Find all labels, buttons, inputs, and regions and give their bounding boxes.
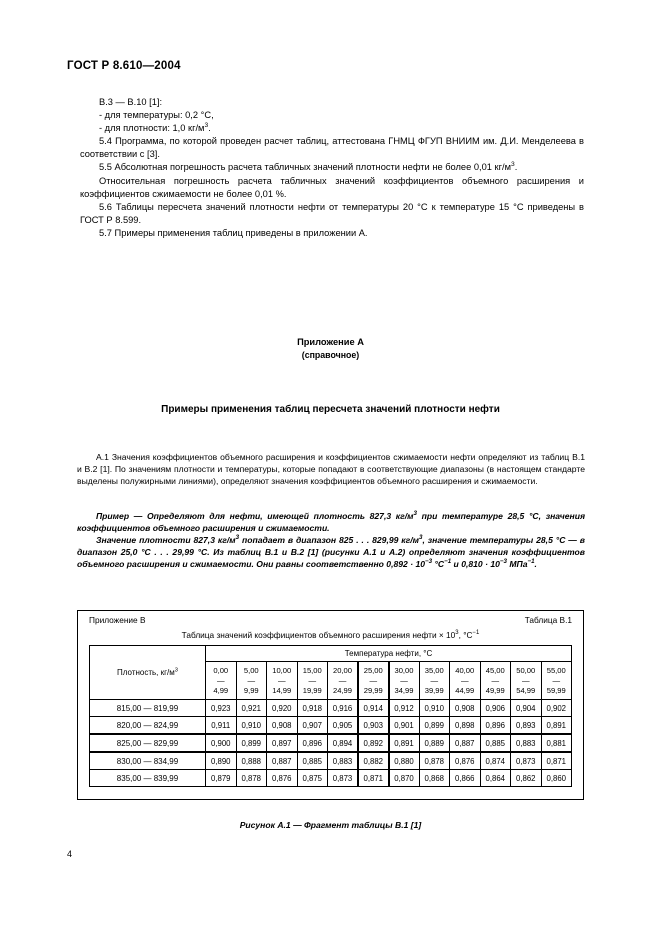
table-cell-coefficient: 0,860 xyxy=(541,770,572,787)
clause-a1-block xyxy=(77,452,585,488)
bullet-density: - для плотности: 1,0 $кг/м^3$. xyxy=(99,122,211,134)
figure-topline xyxy=(78,611,583,629)
table-cell-coefficient: 0,908 xyxy=(450,700,481,717)
table-cell-coefficient: 0,888 xyxy=(236,752,267,770)
table-cell-coefficient: 0,873 xyxy=(328,770,359,787)
example-block xyxy=(77,511,585,571)
table-cell-coefficient: 0,887 xyxy=(450,734,481,752)
clause-5-6: 5.6 Таблицы пересчета значений плотности нефти от температуры 20 °C к температуре 15 °C приведены в ГОСТ Р 8.599. xyxy=(80,201,584,225)
body-text-column xyxy=(80,96,584,240)
example-statement: Пример — Определяют для нефти, имеющей плотность 827,3 $кг/м^3$ при температуре 28,5 °C, значения коэффициентов объемного расширения и сжимаемости. xyxy=(77,510,586,533)
table-cell-coefficient: 0,891 xyxy=(389,734,420,752)
column-header-range: 0,00 — 4,99 xyxy=(206,662,237,700)
table-cell-coefficient: 0,901 xyxy=(389,717,420,735)
figure-table-number: Таблица В.1 xyxy=(524,615,572,625)
table-cell-coefficient: 0,880 xyxy=(389,752,420,770)
table-cell-coefficient: 0,906 xyxy=(480,700,511,717)
table-cell-coefficient: 0,910 xyxy=(236,717,267,735)
figure-caption: Таблица значений коэффициентов объемного расширения нефти × $10^3$, $^\circ C^{-1}$ xyxy=(181,630,480,640)
table-cell-coefficient: 0,871 xyxy=(541,752,572,770)
column-header-density: Плотность, $кг/м^3$ xyxy=(90,646,206,700)
table-cell-coefficient: 0,876 xyxy=(267,770,298,787)
table-cell-coefficient: 0,897 xyxy=(267,734,298,752)
table-cell-coefficient: 0,873 xyxy=(511,752,542,770)
clause-5-4: 5.4 Программа, по которой проведен расчет таблиц, аттестована ГНМЦ ФГУП ВНИИМ им. Д.И. Менделеева в соответствии с [3]. xyxy=(80,136,584,160)
table-cell-coefficient: 0,923 xyxy=(206,700,237,717)
appendix-section-title: Примеры применения таблиц пересчета значений плотности нефти xyxy=(161,404,500,415)
table-cell-coefficient: 0,889 xyxy=(419,734,450,752)
table-head-row-1 xyxy=(90,646,572,662)
column-header-range: 50,00 — 54,99 xyxy=(511,662,542,700)
table-cell-coefficient: 0,892 xyxy=(358,734,389,752)
table-cell-coefficient: 0,864 xyxy=(480,770,511,787)
table-cell-coefficient: 0,885 xyxy=(297,752,328,770)
table-cell-coefficient: 0,870 xyxy=(389,770,420,787)
table-row xyxy=(90,734,572,752)
column-header-range: 20,00 — 24,99 xyxy=(328,662,359,700)
density-coefficient-table xyxy=(89,645,572,787)
column-header-temperature: Температура нефти, °C xyxy=(206,646,572,662)
table-cell-coefficient: 0,890 xyxy=(206,752,237,770)
table-cell-coefficient: 0,893 xyxy=(511,717,542,735)
row-header-density-range: 815,00 — 819,99 xyxy=(90,700,206,717)
table-row xyxy=(90,717,572,735)
running-head: ГОСТ Р 8.610—2004 xyxy=(67,60,181,72)
table-cell-coefficient: 0,898 xyxy=(450,717,481,735)
table-cell-coefficient: 0,916 xyxy=(328,700,359,717)
row-header-density-range: 825,00 — 829,99 xyxy=(90,734,206,752)
table-cell-coefficient: 0,878 xyxy=(236,770,267,787)
table-cell-coefficient: 0,912 xyxy=(389,700,420,717)
column-header-range: 15,00 — 19,99 xyxy=(297,662,328,700)
clause-5-5-absolute: 5.5 Абсолютная погрешность расчета табличных значений плотности нефти не более 0,01 $кг/м^3$. xyxy=(99,161,518,173)
column-header-range: 45,00 — 49,99 xyxy=(480,662,511,700)
column-header-range: 10,00 — 14,99 xyxy=(267,662,298,700)
table-head xyxy=(90,646,572,700)
table-row xyxy=(90,752,572,770)
clause-a1: А.1 Значения коэффициентов объемного расширения и коэффициентов сжимаемости нефти определяют из таблиц В.1 и В.2 [1]. По значениям плотности и температуры, которые попадают в соответствующие диапазоны (в настоящем стандарте выделены полужирными линиями), определяют значения коэффициентов объемного расширения и сжимаемости. xyxy=(77,452,585,486)
table-cell-coefficient: 0,891 xyxy=(541,717,572,735)
table-cell-coefficient: 0,896 xyxy=(480,717,511,735)
appendix-subtitle: (справочное) xyxy=(301,350,360,360)
table-cell-coefficient: 0,899 xyxy=(419,717,450,735)
table-cell-coefficient: 0,866 xyxy=(450,770,481,787)
figure-label: Рисунок А.1 — Фрагмент таблицы В.1 [1] xyxy=(239,820,422,830)
table-row xyxy=(90,700,572,717)
table-cell-coefficient: 0,871 xyxy=(358,770,389,787)
reference-line: В.3 — В.10 [1]: xyxy=(99,97,163,107)
column-header-range: 5,00 — 9,99 xyxy=(236,662,267,700)
table-cell-coefficient: 0,876 xyxy=(450,752,481,770)
table-cell-coefficient: 0,899 xyxy=(236,734,267,752)
table-cell-coefficient: 0,900 xyxy=(206,734,237,752)
table-cell-coefficient: 0,902 xyxy=(541,700,572,717)
table-cell-coefficient: 0,903 xyxy=(358,717,389,735)
example-solution: Значение плотности 827,3 $кг/м^3$ попадает в диапазон 825 . . . 829,99 $кг/м^3$, значение температуры 28,5 °C — в диапазон 25,0 °C . . . 29,99 °C. Из таблиц В.1 и В.2 [1] (рисунки А.1 и А.2) определяют значения коэффициентов объемного расширения и сжимаемости. Они равны соответственно $0,892 \cdot 10^{-3}$ $^\circ C^{-1}$ и $0,810 \cdot 10^{-3}$ МПа$^{-1}$. xyxy=(77,533,585,569)
page-number: 4 xyxy=(67,849,73,859)
figure-appendix-label: Приложение В xyxy=(89,615,146,625)
table-cell-coefficient: 0,879 xyxy=(206,770,237,787)
clause-5-5-relative: Относительная погрешность расчета табличных значений коэффициентов объемного расширения и коэффициентов сжимаемости не более 0,01 %. xyxy=(80,175,584,199)
row-header-density-range: 835,00 — 839,99 xyxy=(90,770,206,787)
table-cell-coefficient: 0,885 xyxy=(480,734,511,752)
column-header-range: 30,00 — 34,99 xyxy=(389,662,420,700)
table-cell-coefficient: 0,908 xyxy=(267,717,298,735)
bullet-temperature: - для температуры: 0,2 °C, xyxy=(99,110,214,121)
table-cell-coefficient: 0,918 xyxy=(297,700,328,717)
table-cell-coefficient: 0,907 xyxy=(297,717,328,735)
row-header-density-range: 820,00 — 824,99 xyxy=(90,717,206,735)
table-cell-coefficient: 0,868 xyxy=(419,770,450,787)
table-cell-coefficient: 0,887 xyxy=(267,752,298,770)
table-cell-coefficient: 0,882 xyxy=(358,752,389,770)
table-cell-coefficient: 0,881 xyxy=(541,734,572,752)
table-cell-coefficient: 0,862 xyxy=(511,770,542,787)
table-cell-coefficient: 0,875 xyxy=(297,770,328,787)
column-header-range: 25,00 — 29,99 xyxy=(358,662,389,700)
clause-5-7: 5.7 Примеры применения таблиц приведены в приложении А. xyxy=(99,227,368,238)
table-body xyxy=(90,700,572,787)
table-cell-coefficient: 0,921 xyxy=(236,700,267,717)
column-header-range: 40,00 — 44,99 xyxy=(450,662,481,700)
table-cell-coefficient: 0,914 xyxy=(358,700,389,717)
table-cell-coefficient: 0,904 xyxy=(511,700,542,717)
table-cell-coefficient: 0,883 xyxy=(511,734,542,752)
appendix-heading xyxy=(0,336,661,362)
table-cell-coefficient: 0,874 xyxy=(480,752,511,770)
table-cell-coefficient: 0,911 xyxy=(206,717,237,735)
appendix-title: Приложение А xyxy=(297,337,364,347)
table-cell-coefficient: 0,905 xyxy=(328,717,359,735)
column-header-range: 55,00 — 59,99 xyxy=(541,662,572,700)
table-cell-coefficient: 0,883 xyxy=(328,752,359,770)
table-cell-coefficient: 0,878 xyxy=(419,752,450,770)
row-header-density-range: 830,00 — 834,99 xyxy=(90,752,206,770)
column-header-range: 35,00 — 39,99 xyxy=(419,662,450,700)
table-cell-coefficient: 0,920 xyxy=(267,700,298,717)
figure-a1-frame xyxy=(77,610,584,800)
table-row xyxy=(90,770,572,787)
table-cell-coefficient: 0,894 xyxy=(328,734,359,752)
table-cell-coefficient: 0,896 xyxy=(297,734,328,752)
table-cell-coefficient: 0,910 xyxy=(419,700,450,717)
